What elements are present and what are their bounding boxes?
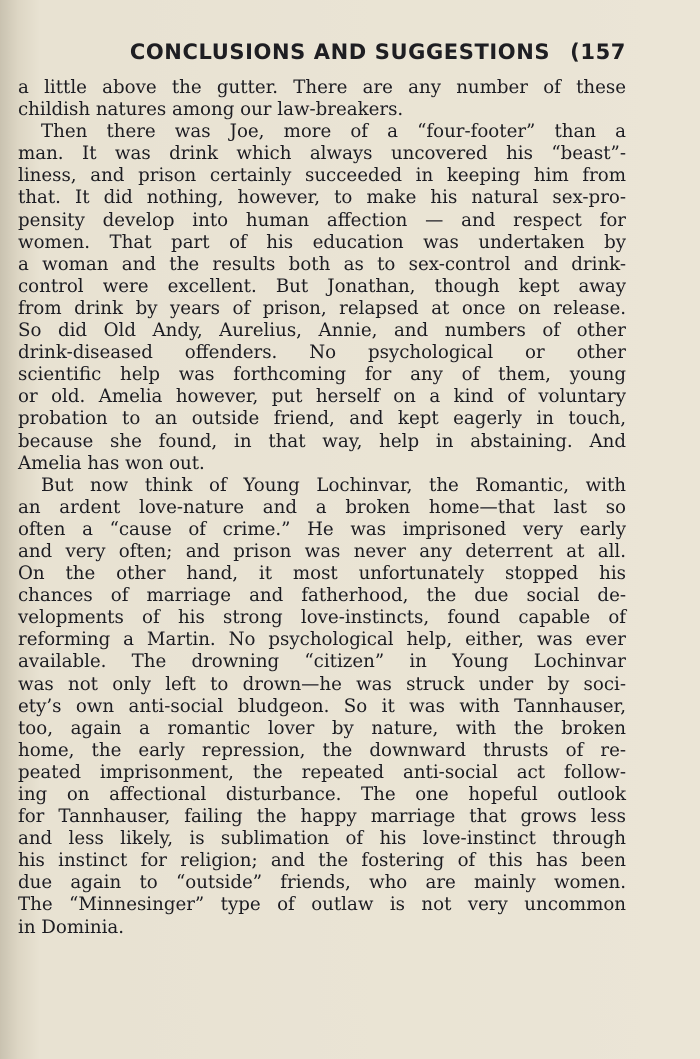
text-line: pensity develop into human affection — and respect for	[18, 209, 626, 231]
text-line: home, the early repression, the downward thrusts of re-	[18, 739, 626, 761]
text-line: The “Minnesinger” type of outlaw is not very uncommon	[18, 894, 626, 916]
text-line: for Tannhauser, failing the happy marriage that grows less	[18, 806, 626, 828]
text-line: Then there was Joe, more of a “four-footer” than a	[41, 121, 626, 143]
page-number: (157	[570, 40, 626, 64]
text-line: childish natures among our law-breakers.	[18, 99, 404, 121]
text-line: Amelia has won out.	[18, 452, 205, 474]
text-line: available. The drowning “citizen” in Young Lochinvar	[18, 651, 626, 673]
text-line: On the other hand, it most unfortunately stopped his	[18, 563, 626, 585]
text-line: a woman and the results both as to sex-control and drink-	[18, 253, 626, 275]
text-line: ety’s own anti-social bludgeon. So it was with Tannhauser,	[18, 695, 626, 717]
text-line: So did Old Andy, Aurelius, Annie, and numbers of other	[18, 320, 626, 342]
text-line: often a “cause of crime.” He was imprisoned very early	[18, 518, 626, 540]
text-line: a little above the gutter. There are any number of these	[18, 77, 626, 98]
body-text	[18, 77, 626, 939]
text-line: and less likely, is sublimation of his love-instinct through	[18, 828, 626, 850]
text-line: women. That part of his education was undertaken by	[18, 231, 626, 253]
text-line: ing on affectional disturbance. The one hopeful outlook	[18, 784, 626, 805]
text-line: because she found, in that way, help in abstaining. And	[18, 430, 626, 452]
text-line: from drink by years of prison, relapsed at once on release.	[18, 297, 626, 319]
text-line: due again to “outside” friends, who are mainly women.	[18, 872, 626, 894]
running-head	[0, 40, 626, 64]
text-line: and very often; and prison was never any deterrent at all.	[18, 540, 626, 562]
text-line: chances of marriage and fatherhood, the due social de-	[18, 585, 626, 607]
text-line: velopments of his strong love-instincts, found capable of	[18, 607, 626, 629]
text-line: his instinct for religion; and the fostering of this has been	[18, 850, 626, 872]
text-line: drink-diseased offenders. No psychological or other	[18, 342, 626, 364]
text-line: peated imprisonment, the repeated anti-social act follow-	[18, 761, 626, 783]
text-line: reforming a Martin. No psychological help, either, was ever	[18, 629, 626, 651]
chapter-title: CONCLUSIONS AND SUGGESTIONS	[129, 40, 551, 64]
text-line: probation to an outside friend, and kept eagerly in touch,	[18, 408, 626, 430]
text-line: too, again a romantic lover by nature, with the broken	[18, 717, 626, 739]
text-line: But now think of Young Lochinvar, the Romantic, with	[41, 474, 626, 496]
text-line: scientific help was forthcoming for any of them, young	[18, 364, 626, 386]
text-line: that. It did nothing, however, to make his natural sex-pro-	[18, 187, 626, 209]
text-line: was not only left to drown—he was struck under by soci-	[18, 673, 626, 695]
text-line: in Dominia.	[18, 916, 125, 938]
text-line: control were excellent. But Jonathan, though kept away	[18, 275, 626, 297]
text-line: or old. Amelia however, put herself on a kind of voluntary	[18, 386, 626, 408]
text-line: liness, and prison certainly succeeded in keeping him from	[18, 165, 626, 187]
text-line: man. It was drink which always uncovered his “beast”-	[18, 143, 626, 165]
text-line: an ardent love-nature and a broken home—that last so	[18, 496, 626, 518]
